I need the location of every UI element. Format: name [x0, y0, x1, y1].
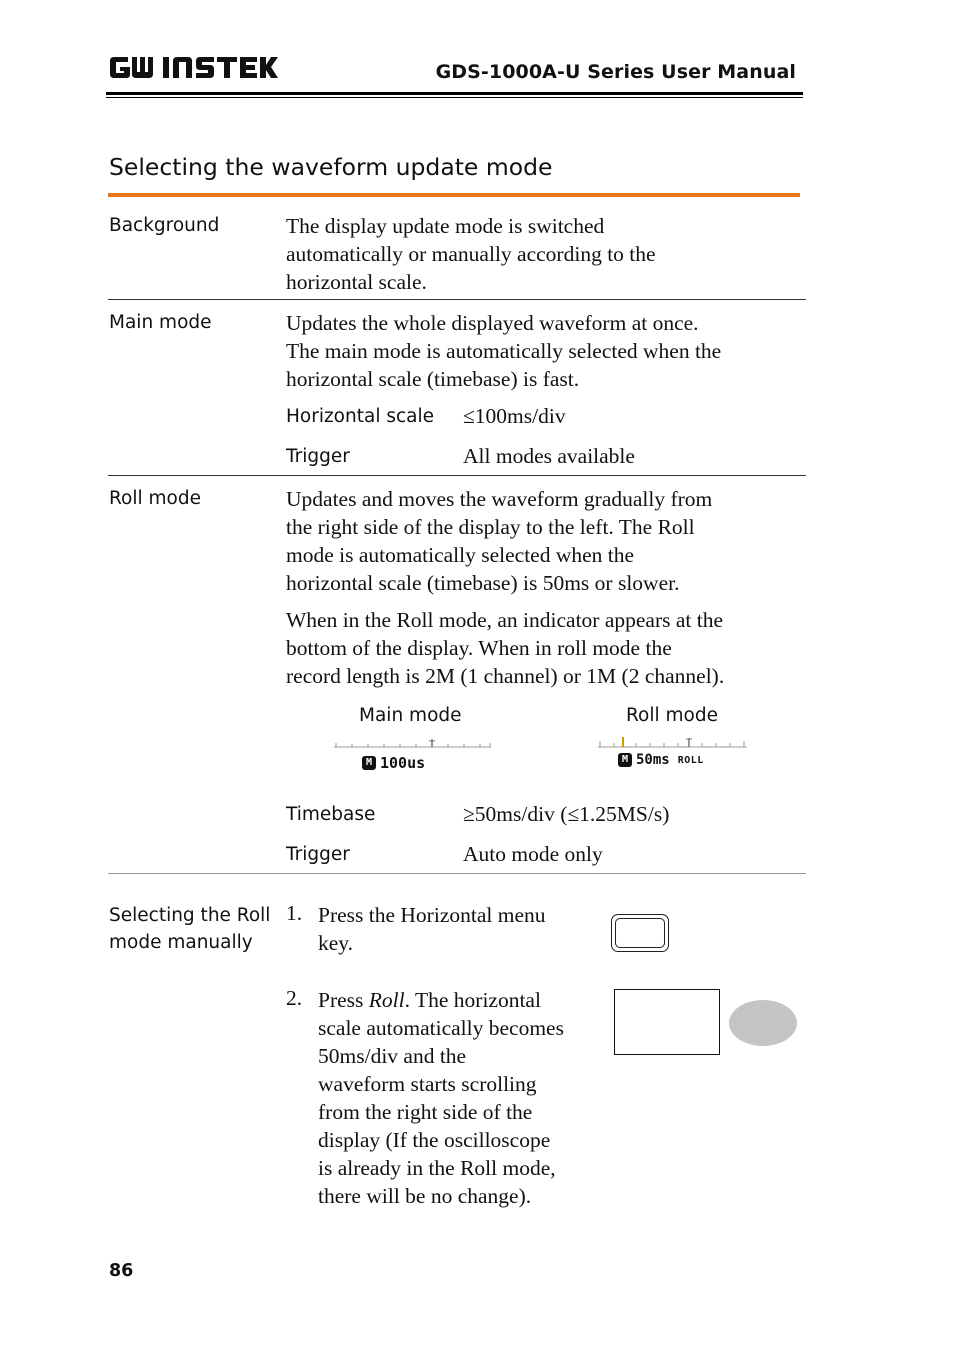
horizontal-menu-key-icon — [611, 914, 669, 952]
roll-mode-indicator-text: When in the Roll mode, an indicator appears at the bottom of the display. When in roll mode the record length is 2M (1 channel) or 1M (2 channel). — [286, 608, 725, 688]
main-mode-text: Updates the whole displayed waveform at once. The main mode is automatically selected when the horizontal scale (timebase) is fast. — [286, 311, 722, 391]
main-mode-indicator — [334, 737, 494, 773]
row-divider — [108, 475, 806, 476]
section-title: Selecting the waveform update mode — [109, 153, 553, 181]
manual-title: GDS-1000A-U Series User Manual — [435, 61, 796, 83]
time-scale-ruler-icon — [334, 737, 494, 751]
horizontal-scale-label: Horizontal scale — [286, 406, 435, 427]
step-2-number: 2. — [286, 986, 303, 1010]
row-divider — [108, 873, 806, 874]
horizontal-scale-value: ≤100ms/div — [463, 404, 566, 428]
roll-mode-text: Updates and moves the waveform gradually from the right side of the display to the left. The Roll mode is automatically selected when the horizontal scale (timebase) is 50ms or slower. — [286, 487, 713, 595]
roll-menu-box-icon — [614, 989, 720, 1055]
soft-key-icon — [729, 1000, 797, 1046]
roll-scale-ruler-icon — [598, 735, 750, 749]
background-text: The display update mode is switched automatically or manually according to the horizontal scale. — [286, 214, 656, 294]
page-number: 86 — [109, 1261, 134, 1281]
roll-indicator-value: 50ms — [636, 752, 670, 768]
roll-mode-label: Roll mode — [109, 488, 201, 509]
timebase-label: Timebase — [286, 804, 376, 825]
gw-instek-logo — [108, 54, 278, 82]
roll-trigger-label: Trigger — [286, 844, 350, 865]
step-1-text: Press the Horizontal menu key. — [318, 903, 546, 955]
roll-indicator-suffix: ROLL — [677, 754, 704, 766]
roll-trigger-value: Auto mode only — [463, 842, 603, 866]
step-2-text: Press Roll. The horizontal scale automatically becomes 50ms/div and the waveform starts scrolling from the right side of the display (If the oscilloscope is already in the Roll mode, there will be no change). — [318, 988, 564, 1208]
step-1-number: 1. — [286, 901, 303, 925]
main-trigger-label: Trigger — [286, 446, 350, 467]
background-label: Background — [109, 215, 220, 236]
header-rule-thin — [106, 97, 803, 98]
section-title-rule — [108, 193, 800, 197]
main-badge-icon: M — [362, 756, 376, 770]
timebase-value: ≥50ms/div (≤1.25MS/s) — [463, 802, 670, 826]
header-rule-thick — [106, 92, 803, 95]
main-indicator-value: 100us — [380, 754, 426, 772]
main-mode-label: Main mode — [109, 312, 212, 333]
roll-mode-caption: Roll mode — [626, 705, 718, 726]
manual-roll-label: Selecting the Roll mode manually — [109, 905, 271, 953]
roll-badge-icon: M — [618, 753, 632, 767]
main-trigger-value: All modes available — [463, 444, 635, 468]
main-mode-caption: Main mode — [359, 705, 462, 726]
row-divider — [108, 299, 806, 300]
roll-mode-indicator — [598, 735, 750, 771]
